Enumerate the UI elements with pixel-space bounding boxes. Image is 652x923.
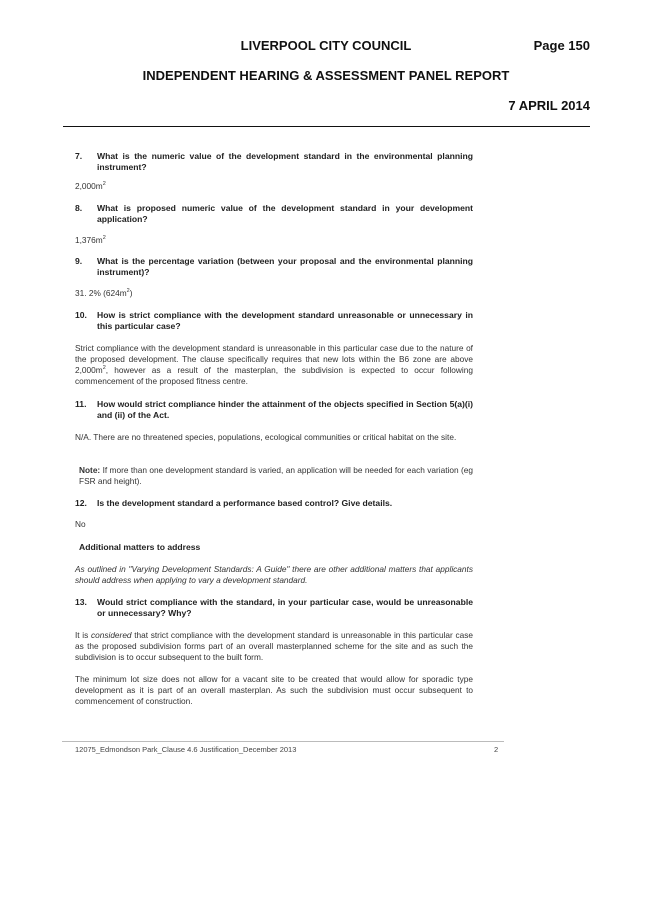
question-12 — [75, 498, 473, 509]
answer-value: 1,376m — [75, 235, 103, 245]
answer-10 — [75, 343, 473, 387]
question-number: 9. — [75, 256, 83, 266]
question-number: 11. — [75, 399, 87, 409]
question-number: 13. — [75, 597, 87, 607]
footer-filename: 12075_Edmondson Park_Clause 4.6 Justification_December 2013 — [75, 745, 297, 754]
answer-text: It is — [75, 630, 91, 640]
question-text: What is proposed numeric value of the development standard in your development application? — [97, 203, 473, 224]
page-number: Page 150 — [533, 38, 590, 53]
answer-7 — [75, 181, 106, 191]
question-11 — [75, 399, 473, 421]
report-date: 7 APRIL 2014 — [508, 98, 590, 113]
question-number: 8. — [75, 203, 83, 213]
answer-13-p2: The minimum lot size does not allow for a vacant site to be created that would allow for sporadic type development as it is part of an overall masterplan. As such the subdivision must occur subsequent to commencement of construction. — [75, 674, 473, 706]
answer-value-end: ) — [129, 288, 133, 298]
question-text: What is the numeric value of the development standard in the environmental planning instrument? — [97, 151, 473, 172]
footer-page-number: 2 — [494, 745, 499, 754]
question-number: 12. — [75, 498, 87, 508]
question-text: How would strict compliance hinder the attainment of the objects specified in Section 5(a)(i) and (ii) of the Act. — [97, 399, 473, 420]
answer-text: Strict compliance with the development standard is unreasonable in this particular case due to the nature of the proposed development. The clause specifically requires that new lots within the B6 zone are above 2,000m — [75, 343, 473, 375]
additional-heading — [79, 542, 477, 553]
superscript: 2 — [102, 181, 106, 188]
question-number: 10. — [75, 310, 87, 320]
council-name: LIVERPOOL CITY COUNCIL — [240, 38, 412, 53]
header-divider — [63, 126, 590, 127]
heading-text: Additional matters to address — [79, 542, 201, 552]
answer-value: 31. 2% (624m — [75, 288, 127, 298]
question-text: Would strict compliance with the standard, in your particular case, would be unreasonable or unnecessary? Why? — [97, 597, 473, 618]
superscript: 2 — [126, 288, 130, 295]
answer-13-p1 — [75, 630, 473, 663]
answer-12: No — [75, 519, 86, 529]
question-10 — [75, 310, 473, 332]
question-8 — [75, 203, 473, 225]
question-text: What is the percentage variation (between your proposal and the environmental planning instrument)? — [97, 256, 473, 277]
question-13 — [75, 597, 473, 619]
note-label: Note: — [79, 465, 101, 475]
superscript: 2 — [102, 365, 106, 372]
answer-11: N/A. There are no threatened species, populations, ecological communities or critical habitat on the site. — [75, 432, 457, 442]
answer-value: 2,000m — [75, 181, 103, 191]
report-title: INDEPENDENT HEARING & ASSESSMENT PANEL REPORT — [142, 68, 510, 83]
answer-text-cont: , however as a result of the masterplan, the subdivision is expected to occur following commencement of the proposed fitness centre. — [75, 365, 473, 386]
additional-text: As outlined in "Varying Development Standards: A Guide" there are other additional matters that applicants should address when applying to vary a development standard. — [75, 564, 473, 585]
question-7 — [75, 151, 473, 173]
answer-text-cont: that strict compliance with the development standard is unreasonable in this particular case as the proposed subdivision forms part of an overall masterplanned scheme for the site and as such the subdivision is to occur subsequent to the built form. — [75, 630, 473, 662]
footer-divider — [62, 741, 504, 742]
answer-9 — [75, 288, 132, 298]
superscript: 2 — [102, 235, 106, 242]
emphasis: considered — [90, 630, 132, 640]
question-number: 7. — [75, 151, 83, 161]
question-text: Is the development standard a performance based control? Give details. — [97, 498, 393, 508]
note — [79, 465, 473, 487]
question-text: How is strict compliance with the development standard unreasonable or unnecessary in this particular case? — [97, 310, 473, 331]
answer-8 — [75, 235, 106, 245]
question-9 — [75, 256, 473, 278]
note-text: If more than one development standard is varied, an application will be needed for each variation (eg FSR and height). — [79, 465, 473, 486]
